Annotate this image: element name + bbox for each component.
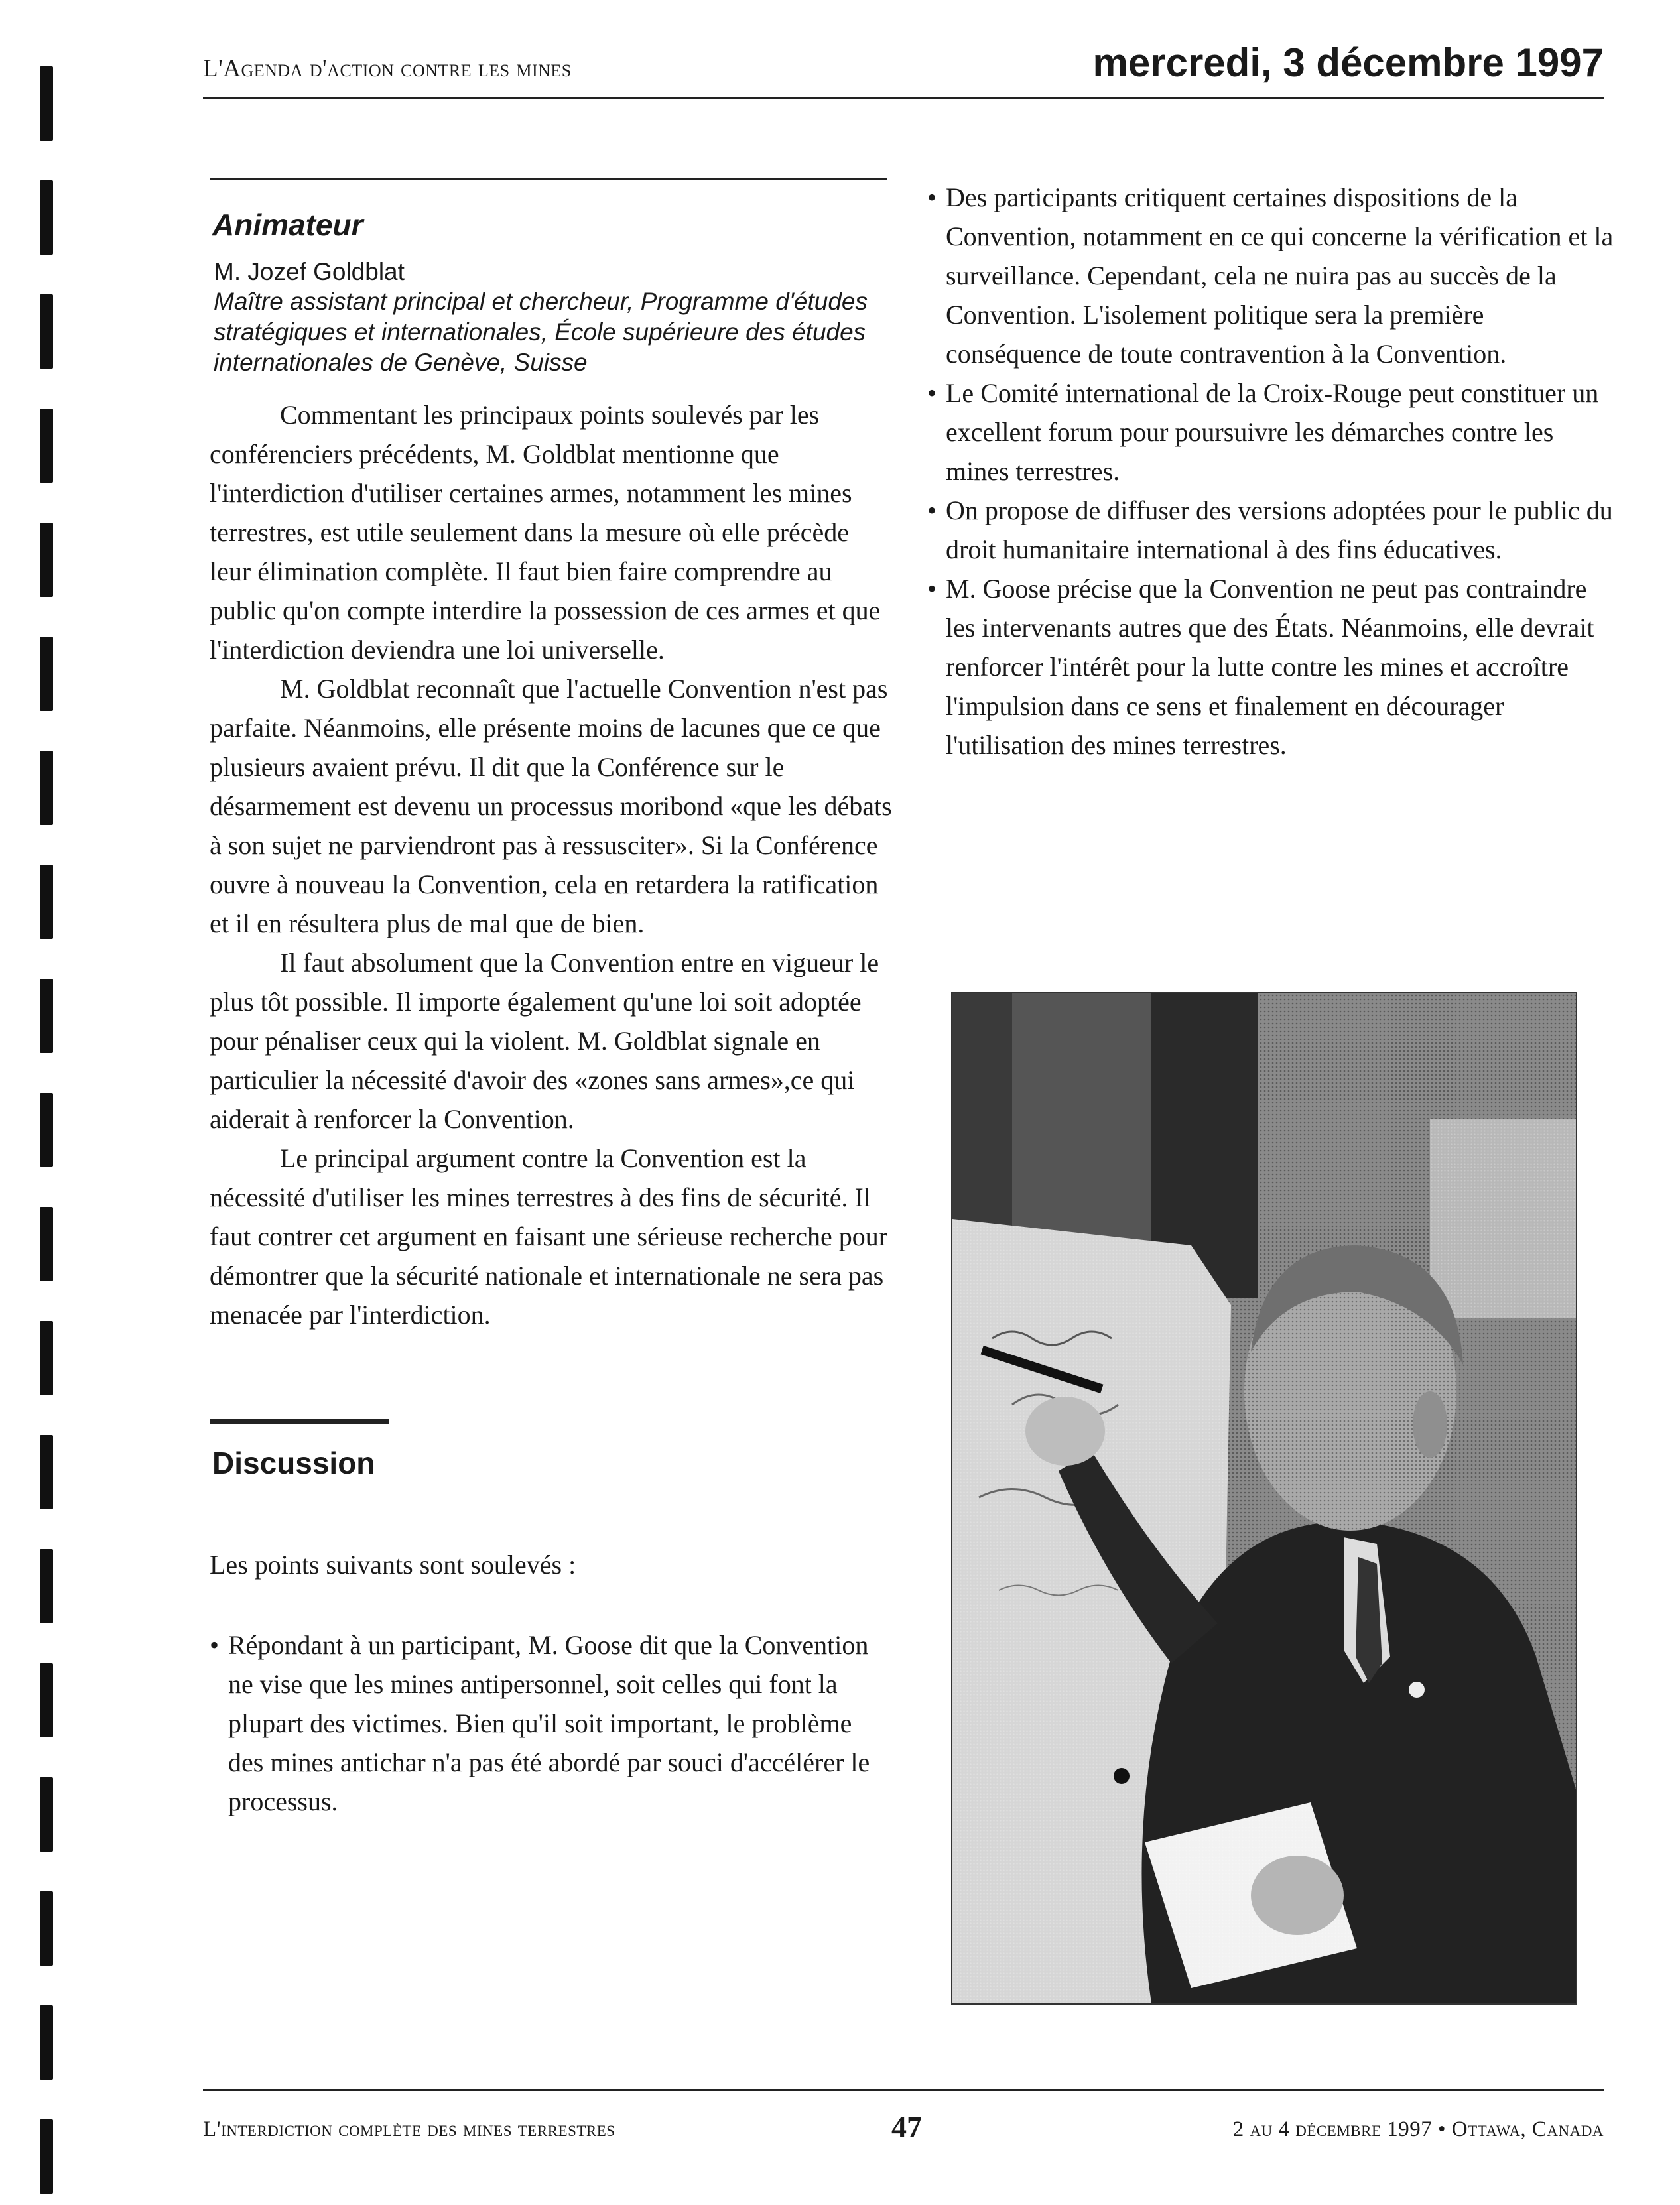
binding-hole [40,1777,53,1852]
list-item-text: Répondant à un participant, M. Goose dit que la Convention ne vise que les mines antipersonnel, soit celles qui font la plupart des victimes. Bien qu'il soit important, le problème des mines antichar n'a pas été abordé par souci d'accélérer le processus. [228,1630,870,1816]
section-title-discussion: Discussion [212,1446,375,1480]
binding-hole [40,1435,53,1509]
binding-hole [40,751,53,825]
binding-hole [40,979,53,1053]
page-number: 47 [891,2110,922,2144]
photo-illustration [952,993,1576,2003]
binding-hole [40,66,53,141]
list-item-text: Des participants critiquent certaines dispositions de la Convention, notamment en ce qui concerne la vérification et la surveillance. Cependant, cela ne nuira pas au succès de la Convention. L'isolement politique sera la première conséquence de toute contravention à la Convention. [946,182,1614,369]
discussion-intro: Les points suivants sont soulevés : [210,1550,576,1580]
section-rule [210,178,887,180]
header-rule [203,97,1604,99]
body-paragraph: Le principal argument contre la Convention est la nécessité d'utiliser les mines terrestres à des fins de sécurité. Il faut contrer cet argument en faisant une sérieuse recherche pour démontrer que la sécurité nationale et internationale ne sera pas menacée par l'interdiction. [210,1143,888,1330]
binding-hole [40,2119,53,2194]
footer-publication: L'interdiction complète des mines terrestres [203,2117,615,2141]
binding-hole [40,1663,53,1737]
bullet-icon: • [927,378,937,408]
list-item [927,569,1617,765]
page-header [203,42,1604,102]
binding-hole [40,1891,53,1966]
list-item-text: Le Comité international de la Croix-Rouge peut constituer un excellent forum pour poursuivre les démarches contre les mines terrestres. [946,378,1599,486]
bullet-icon: • [927,574,937,603]
list-item-text: M. Goose précise que la Convention ne peut pas contraindre les intervenants autres que des États. Néanmoins, elle devrait renforcer l'intérêt pour la lutte contre les mines et accroître l'impulsion dans ce sens et finalement en décourager l'utilisation des mines terrestres. [946,574,1594,760]
body-paragraph: Il faut absolument que la Convention entre en vigueur le plus tôt possible. Il importe également qu'une loi soit adoptée pour pénaliser ceux qui la violent. M. Goldblat signale en particulier la nécessité d'avoir des «zones sans armes»,ce qui aiderait à renforcer la Convention. [210,948,879,1134]
binding-hole [40,2005,53,2080]
bullet-icon: • [927,182,937,212]
binding-hole [40,865,53,939]
list-item [927,373,1617,491]
binding-hole [40,1093,53,1167]
binding-hole [40,1321,53,1395]
list-item-text: On propose de diffuser des versions adoptées pour le public du droit humanitaire international à des fins éducatives. [946,495,1613,564]
binding-holes [40,40,66,2188]
binding-hole [40,1549,53,1623]
bullet-icon: • [210,1630,220,1660]
discussion-list [210,1625,893,1821]
section-rule [210,1419,389,1424]
header-date: mercredi, 3 décembre 1997 [1092,40,1604,85]
page-footer [203,2112,1604,2152]
bullet-icon: • [927,495,937,525]
list-item [927,178,1617,373]
footer-event: 2 au 4 décembre 1997 • Ottawa, Canada [1232,2117,1604,2141]
list-item [210,1625,893,1821]
right-column [927,178,1617,765]
speaker-affiliation: Maître assistant principal et chercheur, Programme d'études stratégiques et internationales, École supérieure des études internationales de Genève, Suisse [214,288,868,376]
publication-title: L'Agenda d'action contre les mines [203,55,572,82]
footer-rule [203,2089,1604,2091]
body-paragraph: Commentant les principaux points soulevés par les conférenciers précédents, M. Goldblat mentionne que l'interdiction d'utiliser certaines armes, notamment les mines terrestres, est utile seulement dans la mesure où elle précède leur élimination complète. Il faut bien faire comprendre au public qu'on compte interdire la possession de ces armes et que l'interdiction deviendra une loi universelle. [210,400,881,664]
binding-hole [40,409,53,483]
speaker-name: M. Jozef Goldblat [214,258,405,285]
list-item [927,491,1617,569]
photo-man-signing [951,992,1577,2005]
discussion-list-continued [927,178,1617,765]
section-title-animateur: Animateur [212,208,363,242]
binding-hole [40,523,53,597]
body-paragraph: M. Goldblat reconnaît que l'actuelle Convention n'est pas parfaite. Néanmoins, elle présente moins de lacunes que ce que plusieurs avaient prévu. Il dit que la Conférence sur le désarmement est devenu un processus moribond «que les débats à son sujet ne parviendront pas à ressusciter». Si la Conférence ouvre à nouveau la Convention, cela en retardera la ratification et il en résultera plus de mal que de bien. [210,674,892,938]
binding-hole [40,637,53,711]
binding-hole [40,294,53,369]
binding-hole [40,180,53,255]
binding-hole [40,1207,53,1281]
left-column [210,178,893,1821]
